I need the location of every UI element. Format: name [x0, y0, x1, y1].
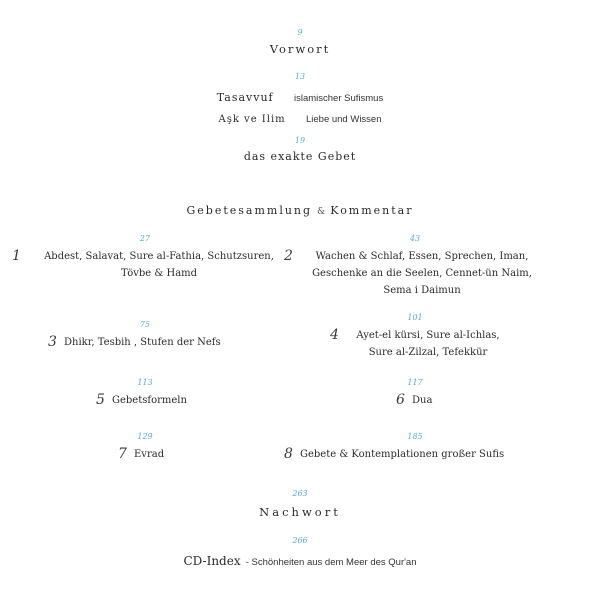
page-number-ch5: 113 [137, 378, 153, 387]
toc-chapter-2[interactable] [284, 248, 584, 299]
chapter-line: Sure al-Zilzal, Tefekkür [368, 347, 488, 358]
heading-part2: Kommentar [330, 204, 414, 217]
chapter-line: Geschenke an die Seelen, Cennet-ün Naim, [312, 268, 532, 279]
toc-chapter-7[interactable] [118, 446, 218, 463]
section-heading [0, 199, 600, 218]
chapter-line: Wachen & Schlaf, Essen, Sprechen, Iman, [315, 251, 529, 262]
toc-chapter-1[interactable] [12, 248, 302, 282]
toc-vorwort[interactable]: Vorwort [269, 42, 331, 56]
page-number-ch3: 75 [139, 320, 151, 329]
chapter-line: Evrad [134, 449, 165, 460]
page-number-cdindex: 266 [292, 536, 308, 545]
chapter-line: Dhikr, Tesbih , Stufen der Nefs [64, 337, 221, 348]
chapter-number: 6 [396, 392, 405, 408]
cdindex-subtitle: - Schönheiten aus dem Meer des Qur'an [245, 557, 417, 568]
toc-nachwort[interactable]: Nachwort [259, 505, 341, 519]
chapter-line: Dua [412, 395, 433, 406]
tasavvuf-title: Tasavvuf [216, 91, 274, 104]
page-number-gebet: 19 [294, 136, 306, 145]
chapter-number: 7 [118, 446, 127, 462]
heading-part1: Gebetesammlung [186, 204, 313, 217]
chapter-number: 3 [48, 334, 57, 350]
toc-chapter-8[interactable] [284, 446, 574, 463]
ask-subtitle: Liebe und Wissen [305, 114, 382, 125]
page-number-ch7: 129 [137, 432, 153, 441]
chapter-line: Sema i Daimun [383, 285, 461, 296]
page-number-ch6: 117 [407, 378, 423, 387]
chapter-number: 5 [96, 392, 105, 408]
chapter-number: 8 [284, 446, 293, 462]
toc-chapter-4[interactable] [330, 327, 550, 361]
chapter-line: Abdest, Salavat, Sure al-Fathia, Schutzsuren, [44, 251, 274, 262]
page-number-ch2: 43 [409, 234, 421, 243]
page-number-ch1: 27 [139, 234, 151, 243]
heading-amp: & [317, 207, 326, 217]
chapter-line: Gebete & Kontemplationen großer Sufis [300, 449, 505, 460]
page-number-tasavvuf: 13 [294, 72, 306, 81]
toc-cdindex[interactable] [0, 550, 600, 569]
chapter-number: 4 [330, 327, 339, 343]
ask-title: Aşk ve Ilim [218, 114, 286, 125]
chapter-number: 1 [12, 248, 21, 264]
chapter-number: 2 [284, 248, 293, 264]
tasavvuf-subtitle: islamischer Sufismus [293, 93, 384, 104]
chapter-line: Tövbe & Hamd [120, 268, 198, 279]
toc-tasavvuf[interactable] [0, 86, 600, 105]
page-number-ch4: 101 [407, 313, 423, 322]
toc-ask-ve-ilim[interactable] [0, 107, 600, 126]
toc-chapter-3[interactable] [48, 334, 268, 351]
chapter-line: Gebetsformeln [112, 395, 187, 406]
chapter-line: Ayet-el kürsi, Sure al-Ichlas, [356, 330, 500, 341]
page-number-vorwort: 9 [297, 28, 303, 37]
toc-chapter-5[interactable] [96, 392, 236, 409]
cdindex-title: CD-Index [183, 554, 241, 568]
toc-chapter-6[interactable] [396, 392, 476, 409]
page-number-nachwort: 263 [292, 489, 308, 498]
page-number-ch8: 185 [407, 432, 423, 441]
toc-gebet[interactable]: das exakte Gebet [243, 150, 357, 163]
